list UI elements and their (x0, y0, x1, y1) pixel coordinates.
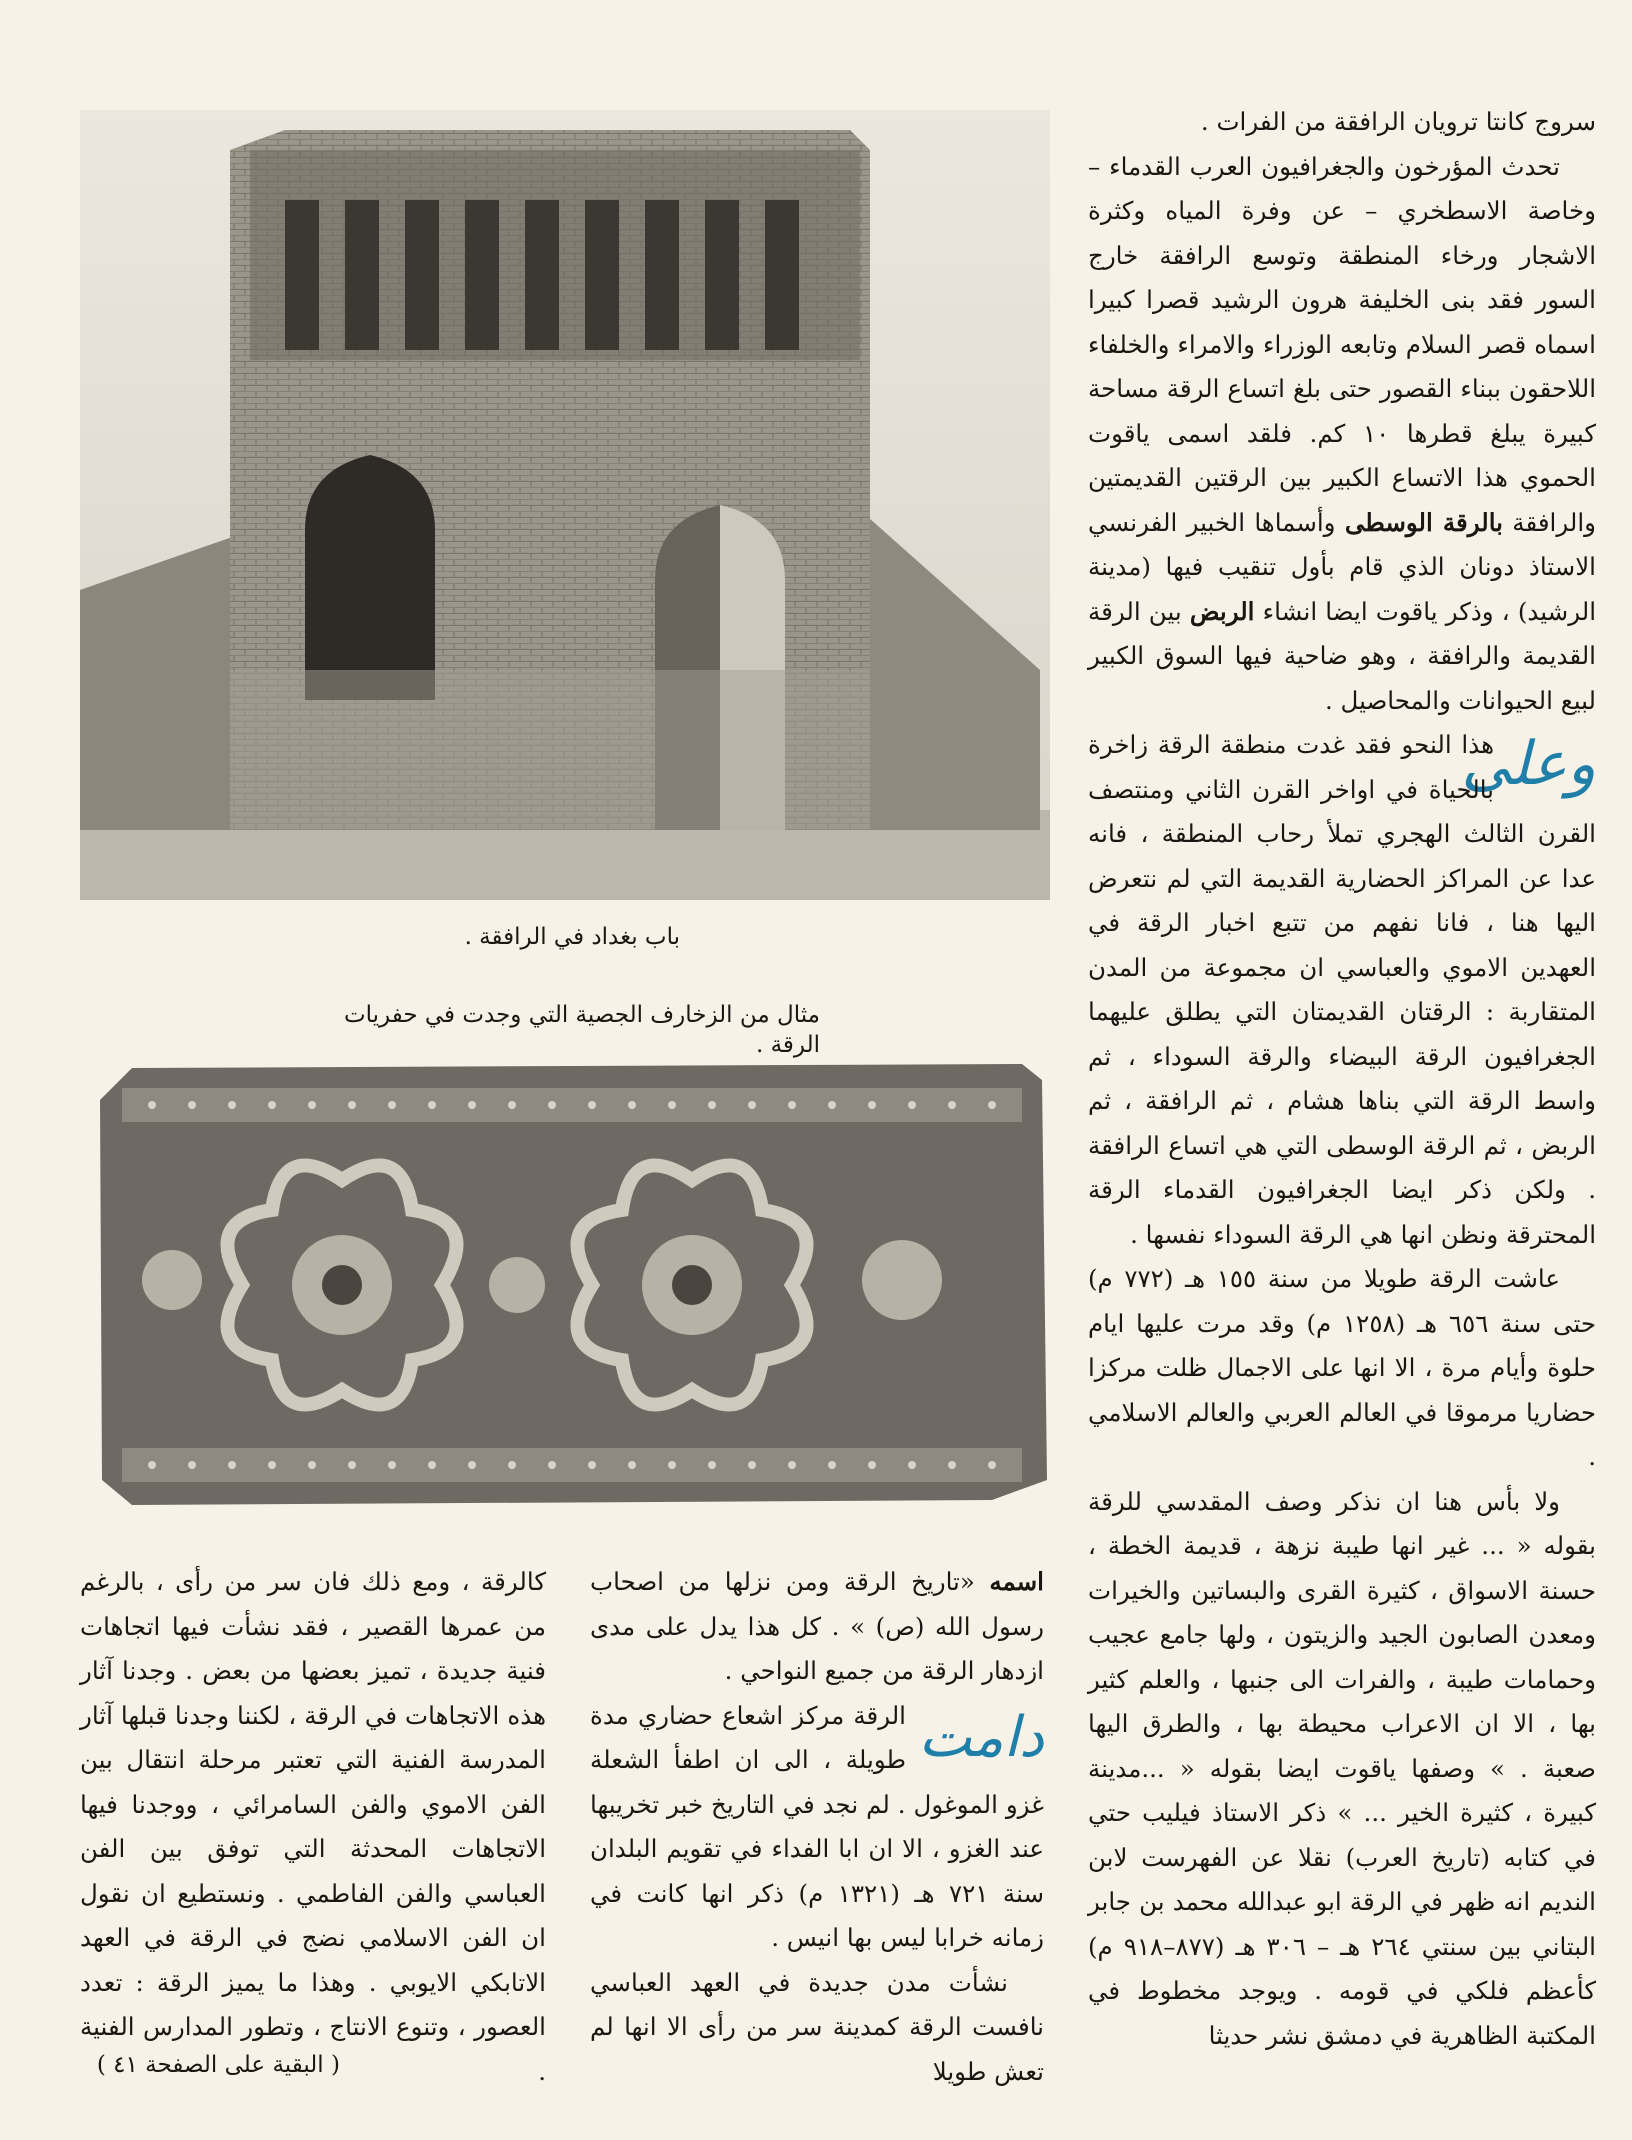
paragraph-raqqa-lived: عاشت الرقة طويلا من سنة ١٥٥ هـ (٧٧٢ م) حتى سنة ٦٥٦ هـ (١٢٥٨ م) وقد مرت عليها ايام حلوة وأيام مرة ، الا انها على الاجمال ظلت مركزا حضاريا مرموقا في العالم العربي والعالم الاسلامي . (1088, 1264, 1597, 1471)
left-text-column (80, 1560, 546, 2094)
paragraph-history-book: اسمه «تاريخ الرقة ومن نزلها من اصحاب رسول الله (ص) » . كل هذا يدل على مدى ازدهار الرقة من جميع النواحي . (590, 1567, 1044, 1685)
paragraph-maqdisi: ولا بأس هنا ان نذكر وصف المقدسي للرقة بقوله « ... غير انها طيبة نزهة ، قديمة الخطة ، حسنة الاسواق ، كثيرة القرى والبساتين والخيرات ومعدن الصابون الجيد والزيتون ، ولها جامع عجيب وحمامات طيبة ، والفرات الى جنبها ، والعلم كثير بها ، الا ان الاعراب محيطة بها ، والطرق اليها صعبة . » وصفها ياقوت ايضا بقوله « ...مدينة كبيرة ، كثيرة الخير ... » ذكر الاستاذ فيليب حتي في كتابه (تاريخ العرب) نقلا عن الفهرست لابن النديم انه ظهر في الرقة ابو عبدالله محمد بن جابر البتاني بين سنتي ٢٦٤ هـ – ٣٠٦ هـ (٨٧٧–٩١٨ م) كأعظم فلكي في قومه . ويوجد مخطوط في المكتبة الظاهرية في دمشق نشر حديثا (1088, 1486, 1596, 2050)
paragraph-new-cities: نشأت مدن جديدة في العهد العباسي نافست الرقة كمدينة سر من رأى الا انها لم تعش طويلا (590, 1967, 1044, 2086)
continued-note: ( البقية على الصفحة ٤١ ) (96, 2052, 340, 2078)
paragraph-art-schools: كالرقة ، ومع ذلك فان سر من رأى ، بالرغم من عمرها القصير ، فقد نشأت فيها اتجاهات فنية جديدة ، تميز بعضها من بعض . وجدنا آثار هذه الاتجاهات في الرقة ، لكننا وجدنا قبلها آثار المدرسة الفنية التي تعتبر مرحلة انتقال بين الفن الاموي والفن السامرائي ، ووجدنا فيها الاتجاهات المحدثة التي توفق بين الفن العباسي والفن الفاطمي . ونستطيع ان نقول ان الفن الاسلامي نضج في الرقة في العهد الاتابكي الايوبي . وهذا ما يميز الرقة : تعدد العصور ، وتنوع الانتاج ، وتطور المدارس الفنية . (80, 1567, 546, 2086)
photo-stucco-panel (92, 1060, 1052, 1510)
paragraph-mongol-invasion: دامت الرقة مركز اشعاع حضاري مدة طويلة ، الى ان اطفأ الشعلة غزو الموغول . لم نجد في التاريخ خبر تخريبها عند الغزو ، الا ان ابا الفداء في تقويم البلدان سنة ٧٢١ هـ (١٣٢١ م) ذكر انها كانت في زمانه خرابا ليس بها انيس . (590, 1700, 1044, 1952)
photo-baghdad-gate (80, 110, 1050, 900)
middle-text-column (590, 1560, 1044, 2094)
paragraph-geographers: تحدث المؤرخون والجغرافيون العرب القدماء – وخاصة الاسطخري – عن وفرة المياه وكثرة الاشجار ورخاء المنطقة وتوسع الرافقة خارج السور فقد بنى الخليفة هرون الرشيد قصرا كبيرا اسماه قصر السلام وتابعه الوزراء والامراء والخلفاء اللاحقون ببناء القصور حتى بلغ اتساع الرقة مساحة كبيرة يبلغ قطرها ١٠ كم. فلقد اسمى ياقوت الحموي هذا الاتساع الكبير بين الرقتين القديمتين والرافقة بالرقة الوسطى وأسماها الخبير الفرنسي الاستاذ دونان الذي قام بأول تنقيب فيها (مدينة الرشيد) ، وذكر ياقوت ايضا انشاء الربض بين الرقة القديمة والرافقة ، وهو ضاحية فيها السوق الكبير لبيع الحيوانات والمحاصيل . (1088, 151, 1597, 715)
caption-gate: باب بغداد في الرافقة . (464, 924, 680, 950)
right-text-column (1088, 100, 1596, 2058)
paragraph-intro-line: سروج كانتا ترويان الرافقة من الفرات . (1200, 107, 1596, 136)
paragraph-cities: وعلى هذا النحو فقد غدت منطقة الرقة زاخرة بالحياة في اواخر القرن الثاني ومنتصف القرن الثالث الهجري تملأ رحاب المنطقة ، فانه عدا عن المراكز الحضارية القديمة التي لم نتعرض اليها هنا ، فانا نفهم من تتبع اخبار الرقة في العهدين الاموي والعباسي ان مجموعة من المدن المتقاربة : الرقتان القديمتان التي يطلق عليهما الجغرافيون الرقة البيضاء والرقة السوداء ، ثم واسط الرقة التي بناها هشام ، ثم الرافقة ، ثم الربض ، ثم الرقة الوسطى التي هي اتساع الرافقة . ولكن ذكر ايضا الجغرافيون القدماء الرقة المحترقة ونظن انها هي الرقة السوداء نفسها . (1088, 723, 1596, 1257)
dropcap-wa-ala: وعلى (1461, 729, 1596, 799)
dropcap-damat: دامت (918, 1704, 1044, 1770)
caption-stucco: مثال من الزخارف الجصية التي وجدت في حفريات الرقة . (343, 1002, 820, 1058)
